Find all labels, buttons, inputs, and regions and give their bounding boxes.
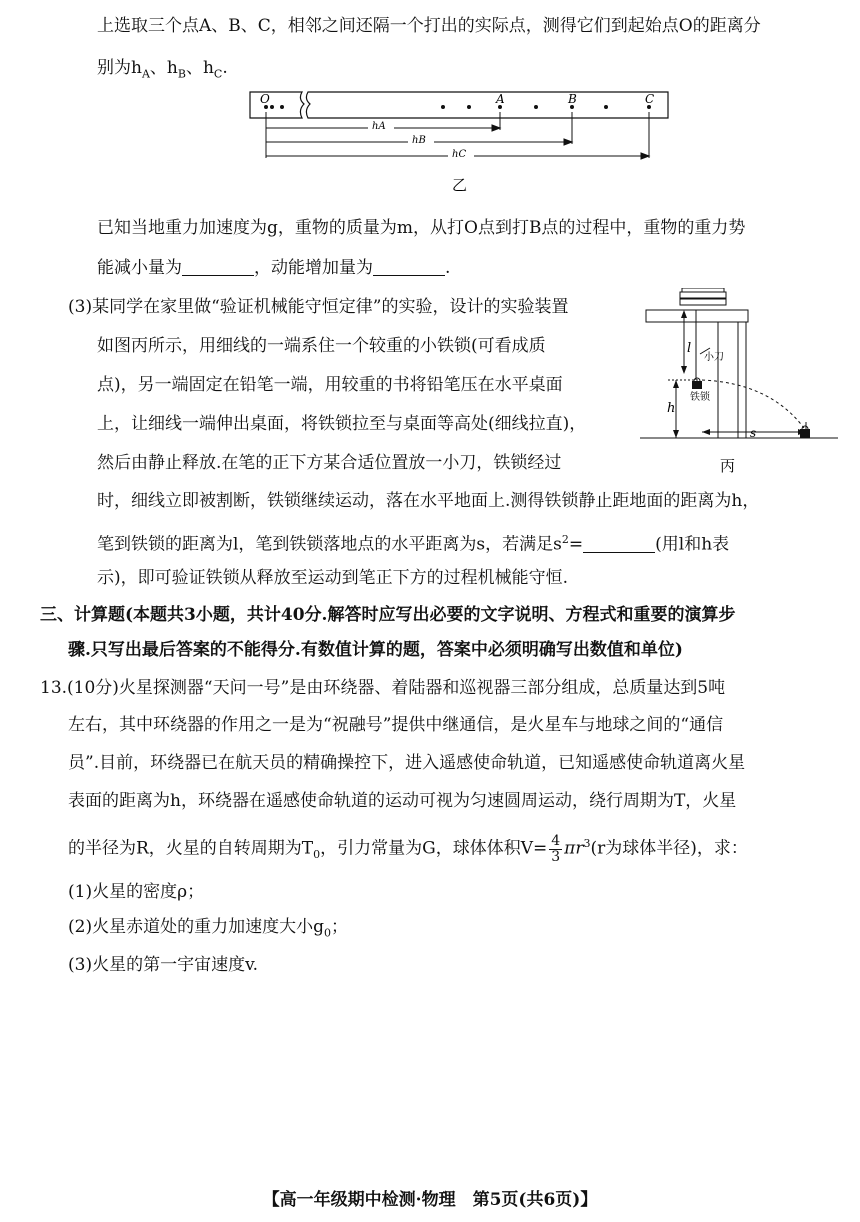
fraction-denominator: 3	[551, 848, 561, 865]
label-B: B	[568, 92, 577, 106]
answer-blank[interactable]	[373, 257, 445, 276]
text-span: =	[568, 534, 584, 555]
page-footer: 【高一年级期中检测·物理 第5页(共6页)】	[262, 1190, 598, 1210]
text-span: ；	[330, 917, 348, 937]
text-line: 13.(10分)火星探测器“天问一号”是由环绕器、着陆器和巡视器三部分组成，总质量达到5吨	[40, 678, 726, 698]
text-span: .	[445, 258, 451, 278]
sub-question: (3)火星的第一宇宙速度v.	[68, 955, 259, 975]
superscript: 3	[583, 837, 591, 850]
text-span: (用l和h表	[655, 534, 730, 555]
figure-caption: 丙	[720, 457, 736, 475]
figure-caption: 乙	[452, 176, 468, 194]
text-span: 的半径为R，火星的自转周期为T	[68, 838, 314, 859]
text-span: .	[222, 58, 228, 78]
fraction-numerator: 4	[551, 832, 561, 849]
text-line	[68, 832, 748, 867]
sub-question	[68, 915, 348, 945]
subscript: C	[213, 67, 223, 81]
text-span: (r为球体半径)，求：	[590, 838, 748, 859]
text-span: 能减小量为	[97, 258, 182, 278]
text-line	[97, 528, 729, 557]
text-line: 点)，另一端固定在铅笔一端，用较重的书将铅笔压在水平桌面	[97, 375, 563, 395]
label-lock: 铁锁	[690, 392, 710, 403]
subscript: B	[177, 67, 186, 81]
label-C: C	[645, 92, 655, 106]
text-line: 如图丙所示，用细线的一端系住一个较重的小铁锁(可看成质	[97, 336, 546, 356]
label-hA: hA	[372, 121, 386, 132]
label-hB: hB	[412, 135, 426, 146]
figure-paper-tape	[240, 86, 680, 196]
label-s: s	[750, 426, 757, 440]
text-line: 员”.目前，环绕器已在航天员的精确操控下，进入遥感使命轨道，已知遥感使命轨道离火星	[68, 753, 746, 773]
text-span: 、h	[149, 58, 178, 78]
section-heading: 骤.只写出最后答案的不能得分.有数值计算的题，答案中必须明确写出数值和单位)	[68, 640, 683, 660]
subscript: A	[141, 67, 150, 81]
text-line: 左右，其中环绕器的作用之一是为“祝融号”提供中继通信，是火星车与地球之间的“通信	[68, 715, 724, 735]
text-line: 上，让细线一端伸出桌面，将铁锁拉至与桌面等高处(细线拉直)，	[97, 414, 587, 434]
text-span: 笔到铁锁的距离为l，笔到铁锁落地点的水平距离为s，若满足s	[97, 534, 562, 555]
text-line: (3)某同学在家里做“验证机械能守恒定律”的实验，设计的实验装置	[68, 297, 569, 317]
subscript: 0	[313, 848, 321, 862]
label-l: l	[687, 341, 692, 356]
text-line: 示)，即可验证铁锁从释放至运动到笔正下方的过程机械能守恒.	[97, 568, 569, 588]
sub-question: (1)火星的密度ρ；	[68, 882, 205, 902]
figure-apparatus	[640, 288, 840, 478]
text-line: 时，细线立即被割断，铁锁继续运动，落在水平地面上.测得铁锁静止距地面的距离为h，	[97, 491, 760, 511]
section-heading: 三、计算题(本题共3小题，共计40分.解答时应写出必要的文字说明、方程式和重要的演算步	[40, 605, 736, 625]
label-knife: 小刀	[704, 352, 724, 363]
superscript: 2	[561, 533, 569, 546]
fraction	[549, 834, 562, 865]
text-span: πr	[564, 838, 584, 859]
text-span: 、h	[185, 58, 214, 78]
text-span: (2)火星赤道处的重力加速度大小g	[68, 917, 324, 937]
text-line	[97, 256, 450, 280]
answer-blank[interactable]	[182, 257, 254, 276]
label-O: O	[260, 92, 270, 106]
text-line	[97, 56, 228, 86]
text-span: 别为h	[97, 58, 142, 78]
label-A: A	[496, 92, 505, 106]
text-line: 上选取三个点A、B、C，相邻之间还隔一个打出的实际点，测得它们到起始点O的距离分	[97, 16, 761, 36]
label-hC: hC	[452, 149, 467, 160]
text-span: ，动能增加量为	[254, 258, 373, 278]
text-line: 然后由静止释放.在笔的正下方某合适位置放一小刀，铁锁经过	[97, 453, 562, 473]
subscript: 0	[323, 926, 331, 940]
text-span: ，引力常量为G，球体体积V=	[320, 838, 548, 859]
answer-blank[interactable]	[583, 534, 655, 553]
text-line: 已知当地重力加速度为g，重物的质量为m，从打O点到打B点的过程中，重物的重力势	[97, 218, 746, 238]
text-line: 表面的距离为h，环绕器在遥感使命轨道的运动可视为匀速圆周运动，绕行周期为T，火星	[68, 791, 737, 811]
label-h: h	[667, 401, 676, 416]
